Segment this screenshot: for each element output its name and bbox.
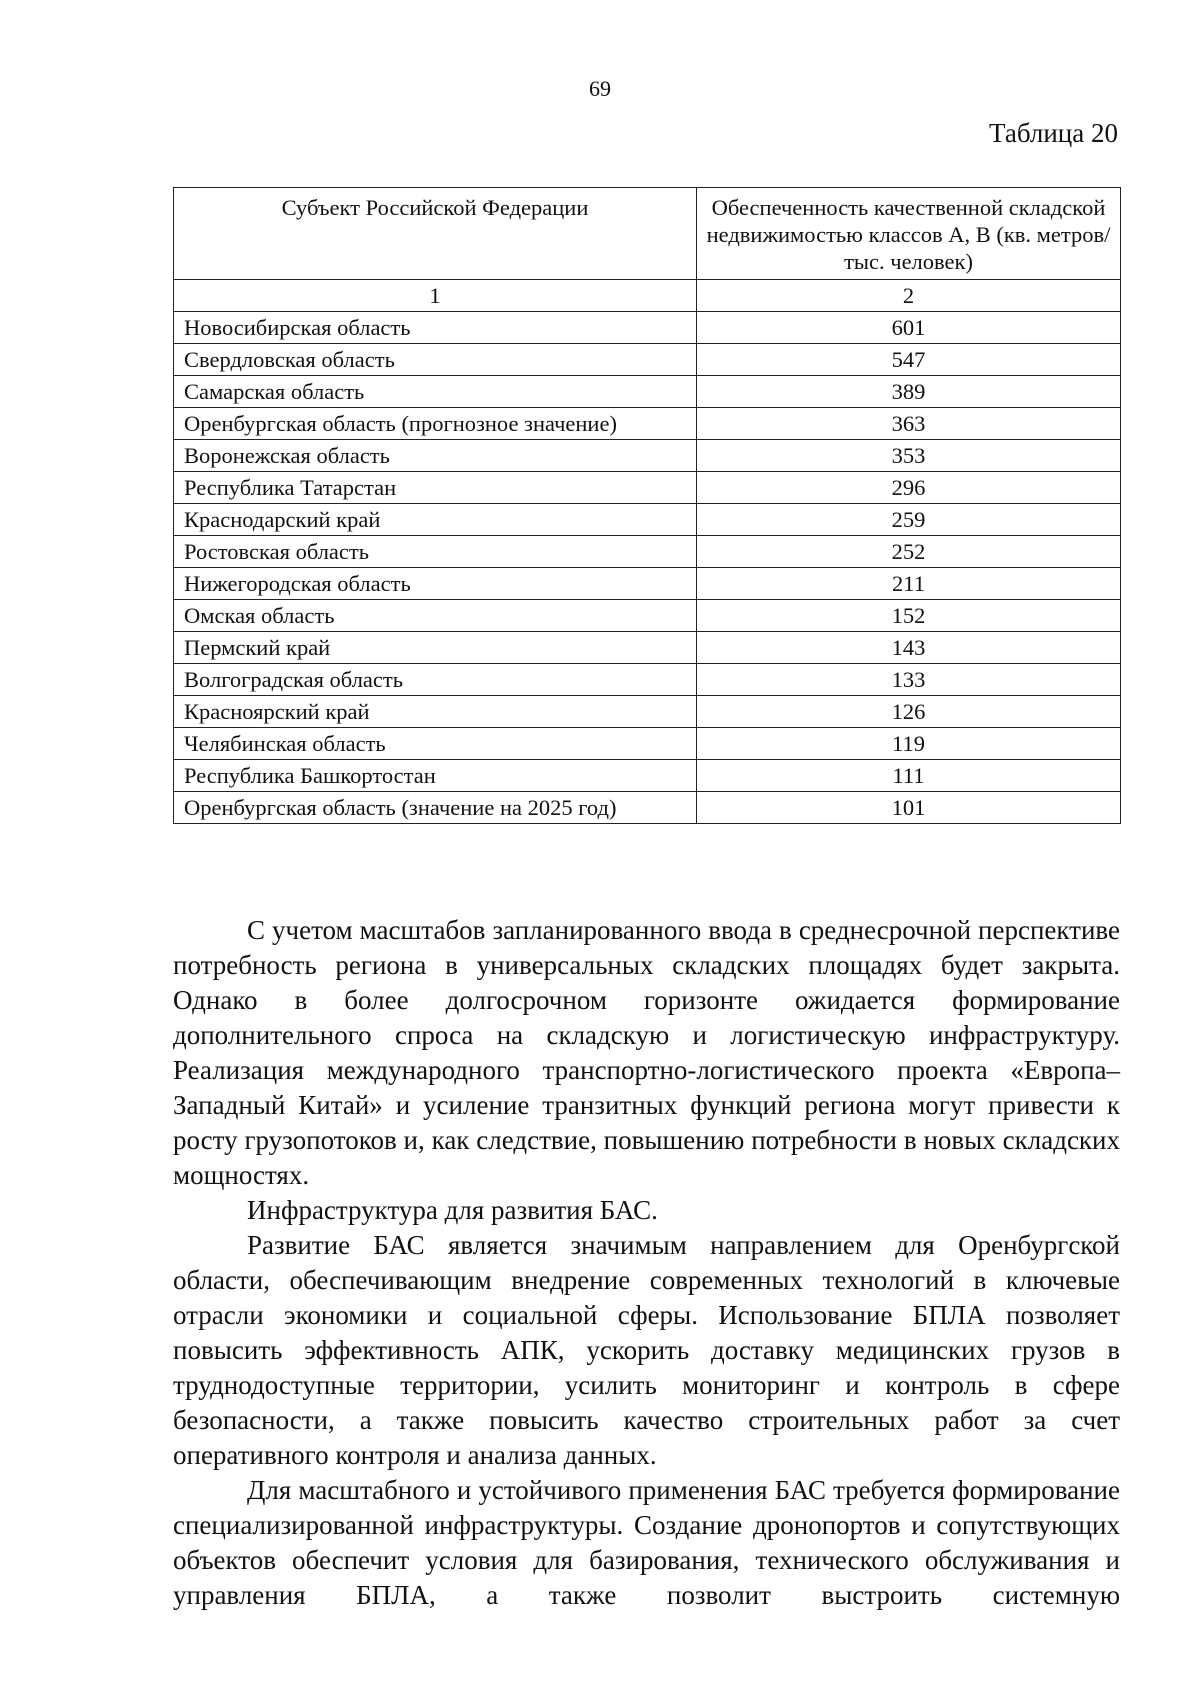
page-number: 69 xyxy=(589,76,611,101)
table-header-row xyxy=(174,188,1121,280)
table-row xyxy=(174,664,1121,696)
body-text xyxy=(173,913,1120,1613)
header-provision: Обеспеченность качественной складской недвижимостью классов А, В (кв. метров/тыс. человек) xyxy=(697,188,1121,280)
table-row xyxy=(174,376,1121,408)
table-row xyxy=(174,536,1121,568)
region-name: Свердловская область xyxy=(174,344,697,376)
table-row xyxy=(174,696,1121,728)
region-name: Краснодарский край xyxy=(174,504,697,536)
region-name: Волгоградская область xyxy=(174,664,697,696)
table-row xyxy=(174,408,1121,440)
table-row xyxy=(174,344,1121,376)
provision-value: 389 xyxy=(697,376,1121,408)
provision-value: 296 xyxy=(697,472,1121,504)
provision-value: 259 xyxy=(697,504,1121,536)
provision-value: 126 xyxy=(697,696,1121,728)
provision-value: 111 xyxy=(697,760,1121,792)
column-number-2: 2 xyxy=(697,280,1121,312)
paragraph-warehouse-outlook: С учетом масштабов запланированного ввода в среднесрочной перспективе потребность региона в универсальных складских площадях будет закрыта. Однако в более долгосрочном горизонте ожидается формирование дополнительного спроса на складскую и логистическую инфраструктуру. Реализация международного транспортно-логистического проекта «Европа–Западный Китай» и усиление транзитных функций региона могут привести к росту грузопотоков и, как следствие, повышению потребности в новых складских мощностях. xyxy=(173,915,1120,1190)
paragraph-uas-infrastructure: Для масштабного и устойчивого применения БАС требуется формирование специализированной инфраструктуры. Создание дронопортов и сопутствующих объектов обеспечит условия для базирования, технического обслуживания и управления БПЛА, а также позволит выстроить системную xyxy=(173,1475,1120,1610)
warehouse-provision-table xyxy=(173,187,1121,824)
paragraph-uas-heading: Инфраструктура для развития БАС. xyxy=(247,1195,658,1225)
region-name: Самарская область xyxy=(174,376,697,408)
provision-value: 133 xyxy=(697,664,1121,696)
provision-value: 363 xyxy=(697,408,1121,440)
column-number-1: 1 xyxy=(174,280,697,312)
region-name: Оренбургская область (значение на 2025 год) xyxy=(174,792,697,824)
provision-value: 211 xyxy=(697,568,1121,600)
provision-value: 101 xyxy=(697,792,1121,824)
provision-value: 252 xyxy=(697,536,1121,568)
region-name: Воронежская область xyxy=(174,440,697,472)
region-name: Республика Татарстан xyxy=(174,472,697,504)
region-name: Республика Башкортостан xyxy=(174,760,697,792)
table-row xyxy=(174,792,1121,824)
region-name: Новосибирская область xyxy=(174,312,697,344)
region-name: Пермский край xyxy=(174,632,697,664)
header-region: Субъект Российской Федерации xyxy=(174,188,697,280)
region-name: Оренбургская область (прогнозное значение) xyxy=(174,408,697,440)
region-name: Омская область xyxy=(174,600,697,632)
table-row xyxy=(174,440,1121,472)
table-row xyxy=(174,600,1121,632)
provision-value: 601 xyxy=(697,312,1121,344)
table-row xyxy=(174,504,1121,536)
region-name: Красноярский край xyxy=(174,696,697,728)
provision-value: 119 xyxy=(697,728,1121,760)
region-name: Нижегородская область xyxy=(174,568,697,600)
table-row xyxy=(174,760,1121,792)
provision-value: 353 xyxy=(697,440,1121,472)
region-name: Челябинская область xyxy=(174,728,697,760)
provision-value: 152 xyxy=(697,600,1121,632)
region-name: Ростовская область xyxy=(174,536,697,568)
table-row xyxy=(174,312,1121,344)
table-row xyxy=(174,728,1121,760)
provision-value: 547 xyxy=(697,344,1121,376)
paragraph-uas-development: Развитие БАС является значимым направлением для Оренбургской области, обеспечивающим внедрение современных технологий в ключевые отрасли экономики и социальной сферы. Использование БПЛА позволяет повысить эффективность АПК, ускорить доставку медицинских грузов в труднодоступные территории, усилить мониторинг и контроль в сфере безопасности, а также повысить качество строительных работ за счет оперативного контроля и анализа данных. xyxy=(173,1230,1120,1470)
table-row xyxy=(174,632,1121,664)
table-row xyxy=(174,472,1121,504)
table-caption: Таблица 20 xyxy=(989,118,1118,148)
table-row xyxy=(174,568,1121,600)
provision-value: 143 xyxy=(697,632,1121,664)
column-number-row xyxy=(174,280,1121,312)
